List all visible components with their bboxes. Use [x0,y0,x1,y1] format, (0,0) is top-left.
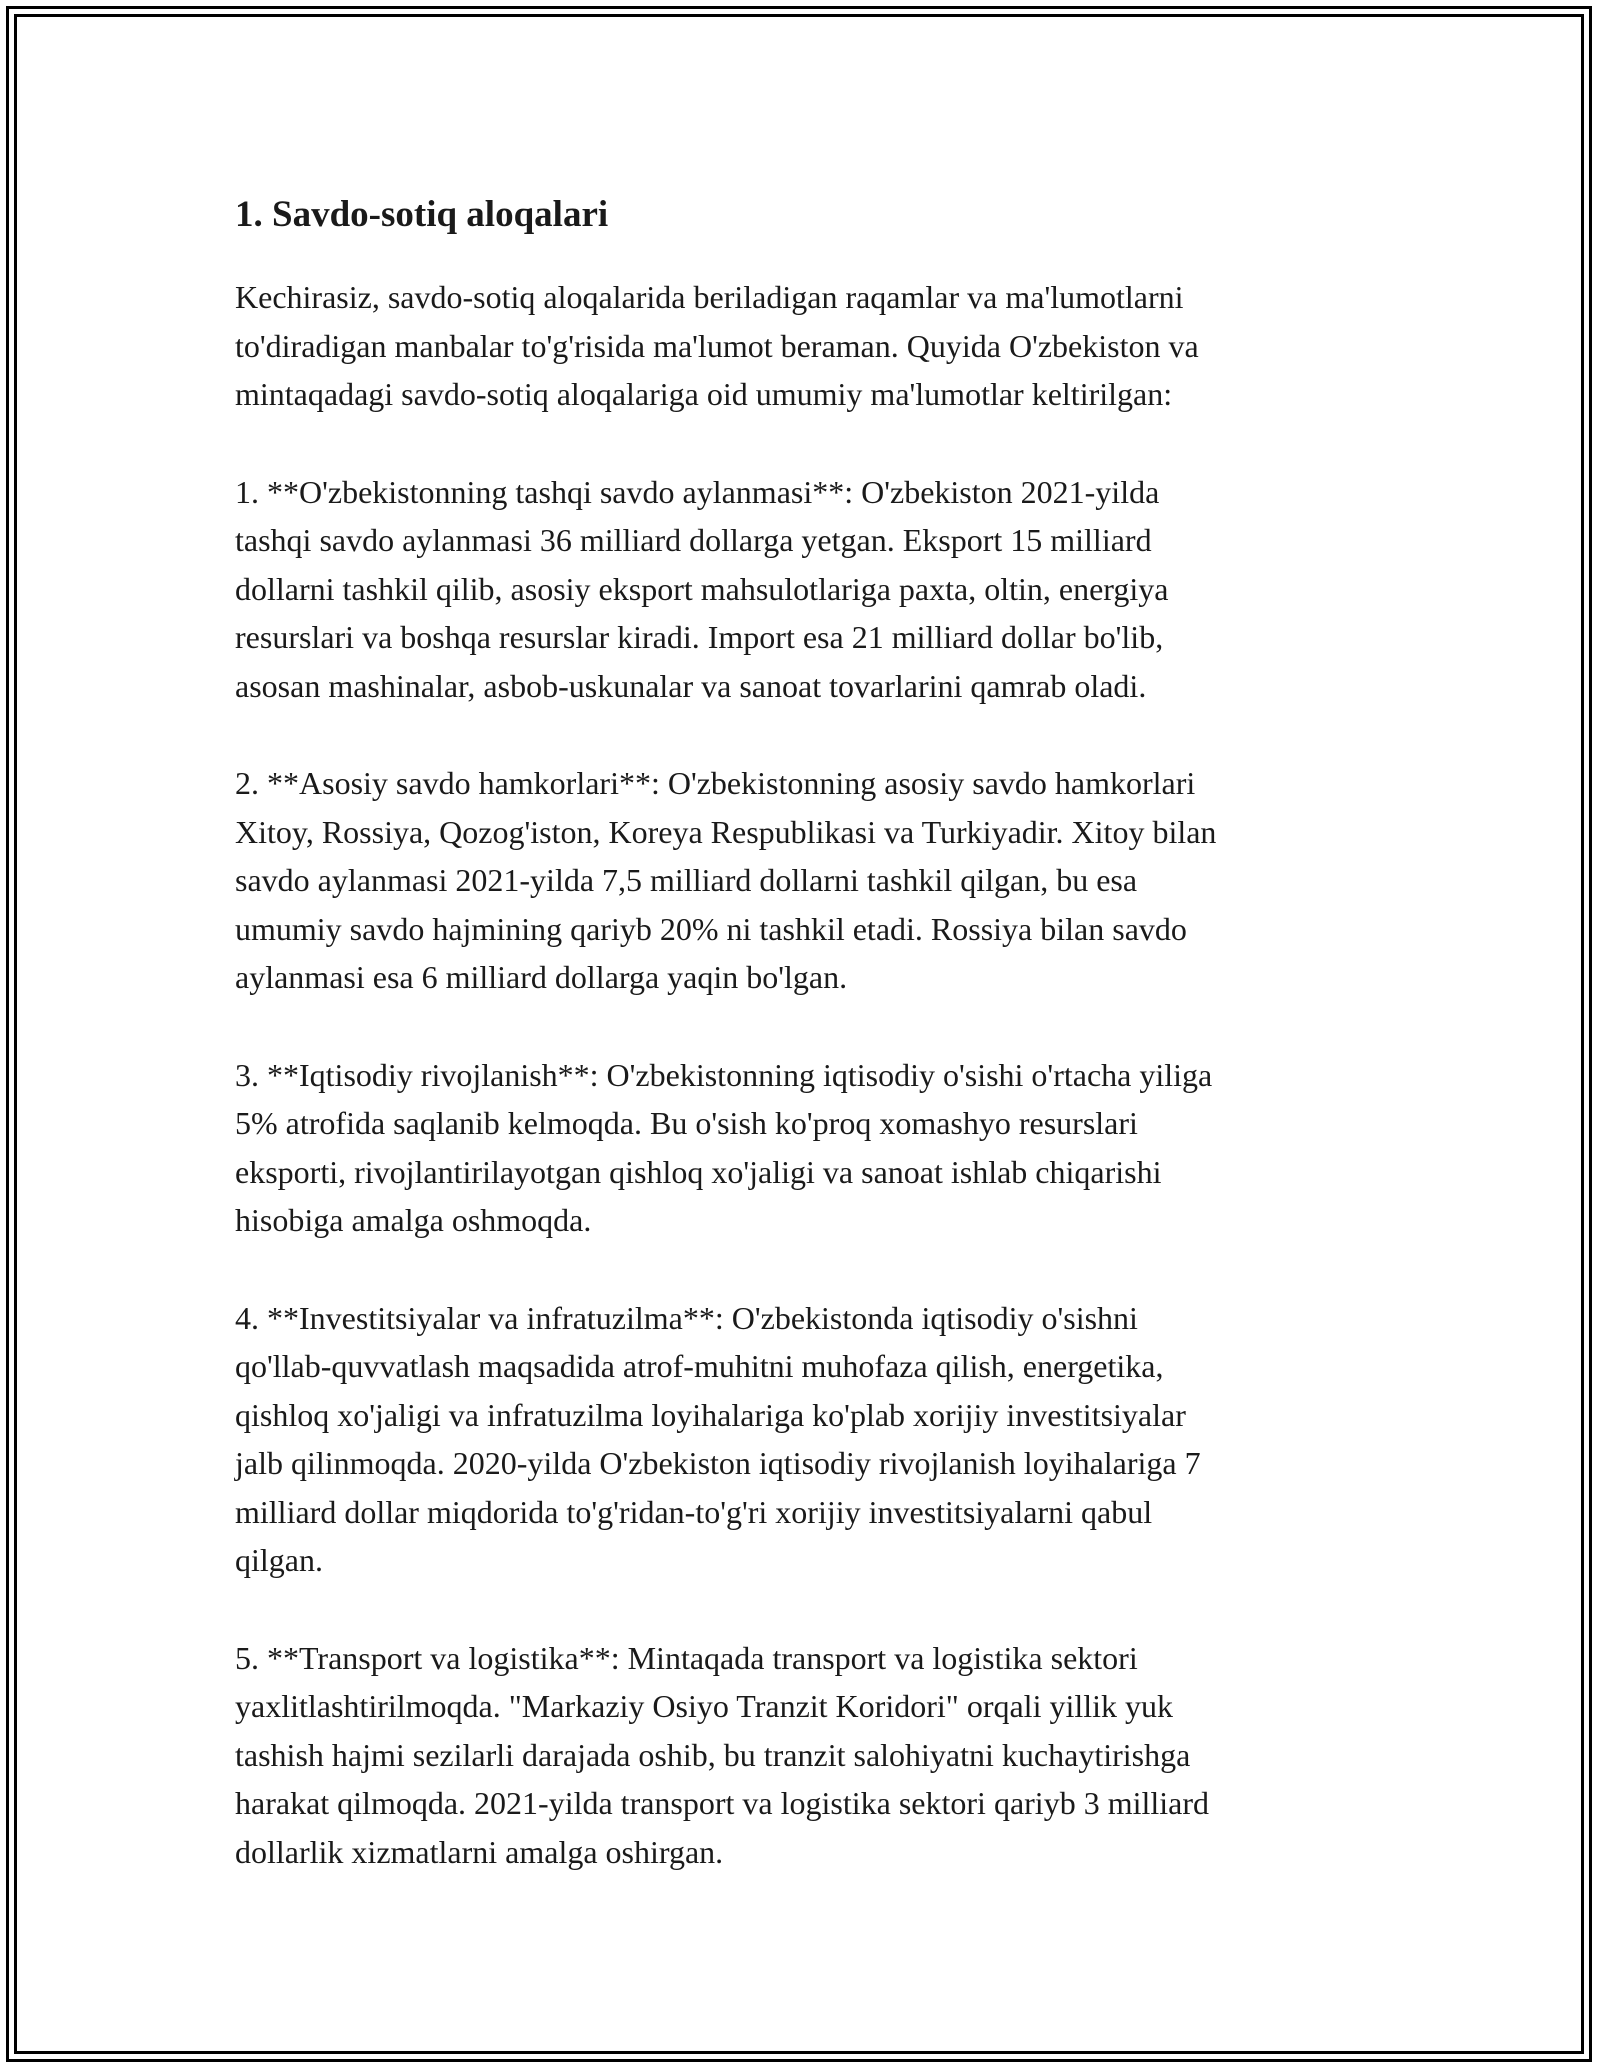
paragraph-investments: 4. **Investitsiyalar va infratuzilma**: O'zbekistonda iqtisodiy o'sishni qo'llab-quvvatlash maqsadida atrof-muhitni muhofaza qilish, energetika, qishloq xo'jaligi va infratuzilma loyihalariga ko'plab xorijiy investitsiyalar jalb qilinmoqda. 2020-yilda O'zbekiston iqtisodiy rivojlanish loyihalariga 7 milliard dollar miqdorida to'g'ridan-to'g'ri xorijiy investitsiyalarni qabul qilgan. [235,1299,1201,1578]
document-body [235,185,1375,1925]
intro-paragraph: Kechirasiz, savdo-sotiq aloqalarida beriladigan raqamlar va ma'lumotlarni to'diradigan manbalar to'g'risida ma'lumot beraman. Quyida O'zbekiston va mintaqadagi savdo-sotiq aloqalariga oid umumiy ma'lumotlar keltirilgan: [235,279,1199,412]
paragraph-transport-logistics: 5. **Transport va logistika**: Mintaqada transport va logistika sektori yaxlitlashtirilmoqda. "Markaziy Osiyo Tranzit Koridori" orqali yillik yuk tashish hajmi sezilarli darajada oshib, bu tranzit salohiyatni kuchaytirishga harakat qilmoqda. 2021-yilda transport va logistika sektori qariyb 3 milliard dollarlik xizmatlarni amalga oshirgan. [235,1639,1209,1870]
section-title: 1. Savdo-sotiq aloqalari [235,194,609,235]
paragraph-trade-turnover: 1. **O'zbekistonning tashqi savdo aylanmasi**: O'zbekiston 2021-yilda tashqi savdo aylanmasi 36 milliard dollarga yetgan. Eksport 15 milliard dollarni tashkil qilib, asosiy eksport mahsulotlariga paxta, oltin, energiya resurslari va boshqa resurslar kiradi. Import esa 21 milliard dollar bo'lib, asosan mashinalar, asbob-uskunalar va sanoat tovarlarini qamrab oladi. [235,473,1169,704]
paragraph-economic-development: 3. **Iqtisodiy rivojlanish**: O'zbekistonning iqtisodiy o'sishi o'rtacha yiliga 5% atrofida saqlanib kelmoqda. Bu o'sish ko'proq xomashyo resurslari eksporti, rivojlantirilayotgan qishloq xo'jaligi va sanoat ishlab chiqarishi hisobiga amalga oshmoqda. [235,1056,1213,1238]
paragraph-trade-partners: 2. **Asosiy savdo hamkorlari**: O'zbekistonning asosiy savdo hamkorlari Xitoy, Rossiya, Qozog'iston, Koreya Respublikasi va Turkiyadir. Xitoy bilan savdo aylanmasi 2021-yilda 7,5 milliard dollarni tashkil qilgan, bu esa umumiy savdo hajmining qariyb 20% ni tashkil etadi. Rossiya bilan savdo aylanmasi esa 6 milliard dollarga yaqin bo'lgan. [235,765,1217,995]
